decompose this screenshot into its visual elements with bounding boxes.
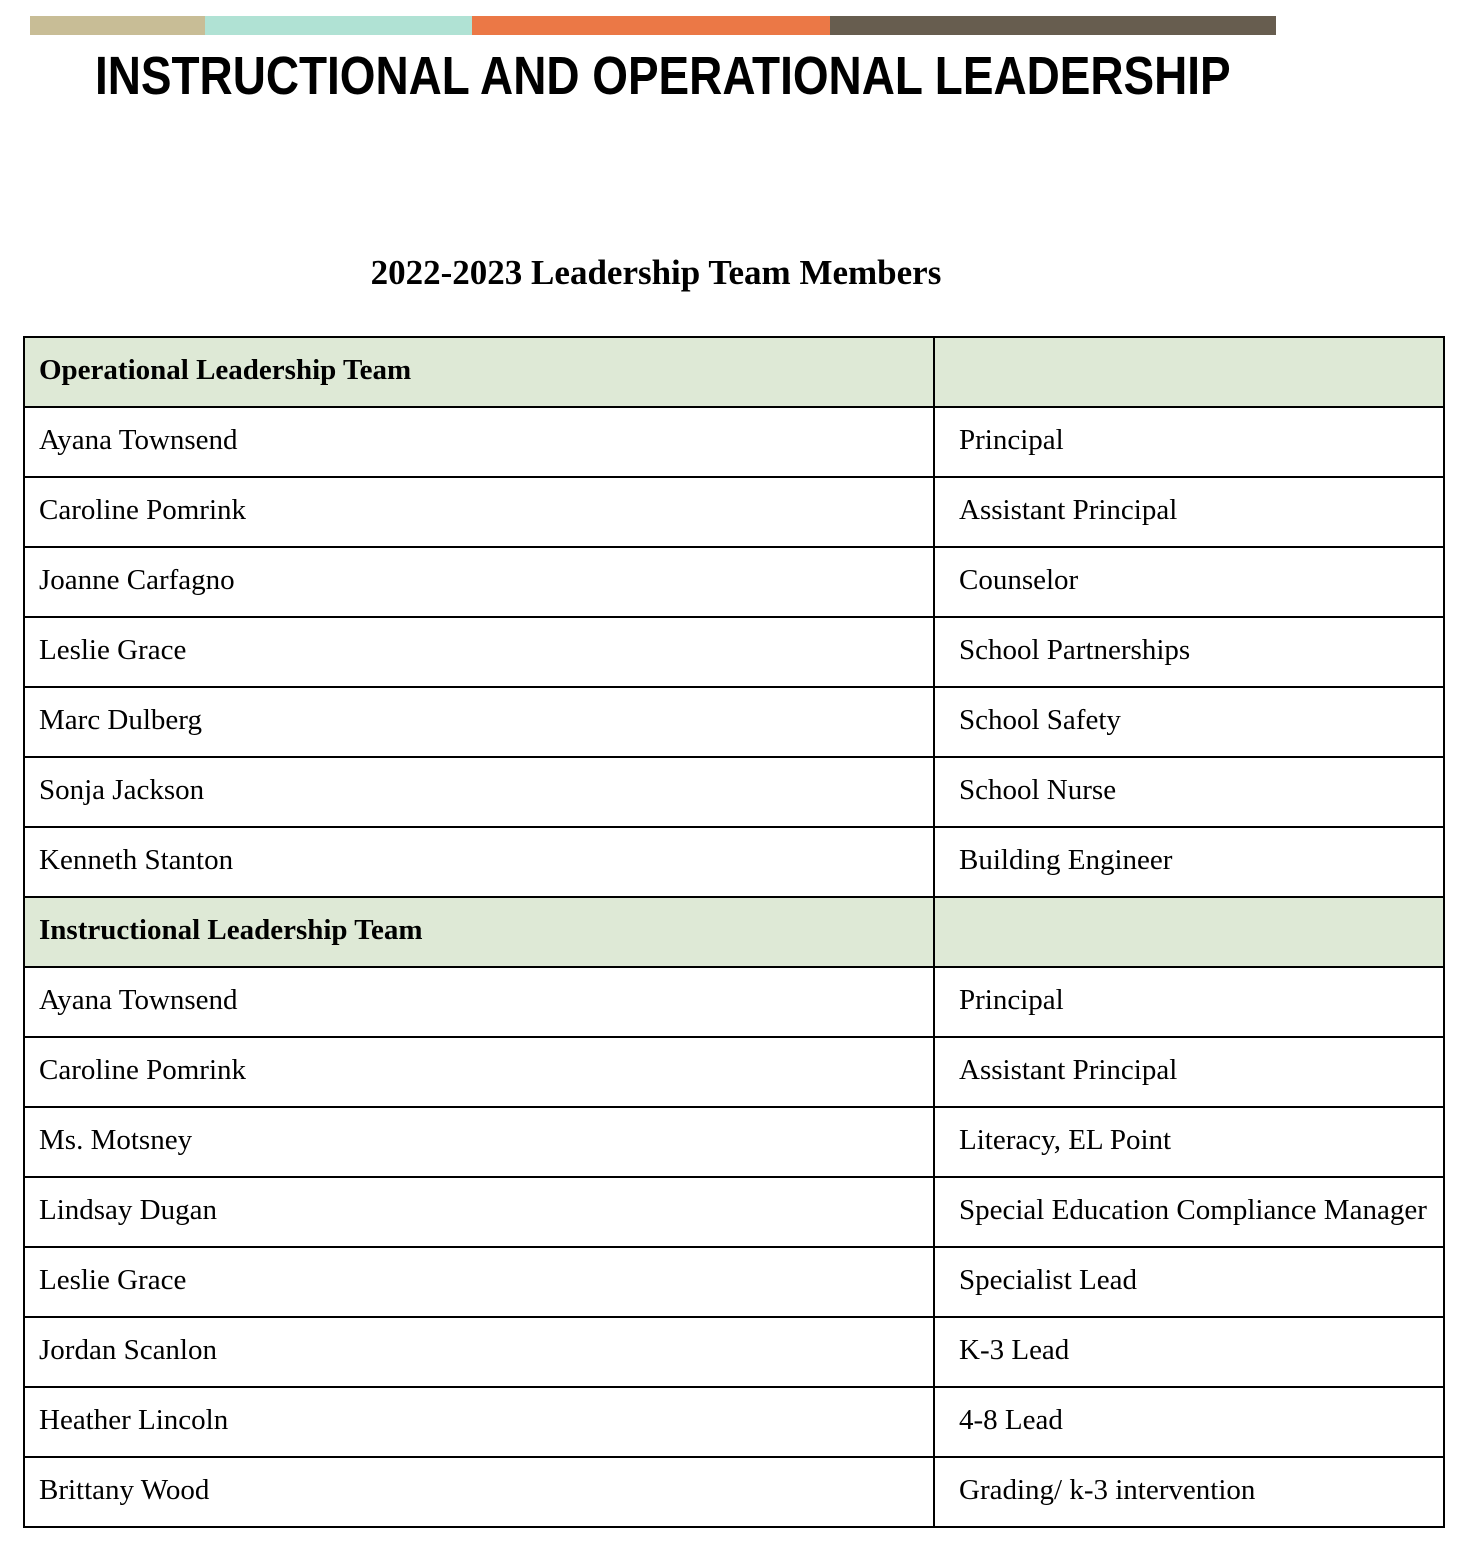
member-name-cell: Marc Dulberg (24, 687, 934, 757)
page-title: INSTRUCTIONAL AND OPERATIONAL LEADERSHIP (95, 46, 1231, 106)
table-row (24, 407, 1444, 477)
section-header-empty-cell (934, 897, 1444, 967)
table-row (24, 547, 1444, 617)
section-header-instructional: Instructional Leadership Team (24, 897, 934, 967)
table-row (24, 477, 1444, 547)
member-name-cell: Leslie Grace (24, 1247, 934, 1317)
member-name-cell: Jordan Scanlon (24, 1317, 934, 1387)
member-name-cell: Caroline Pomrink (24, 477, 934, 547)
table-row (24, 757, 1444, 827)
table-row (24, 687, 1444, 757)
stripe-segment-orange (472, 16, 830, 35)
table-row (24, 1177, 1444, 1247)
section-header-operational: Operational Leadership Team (24, 337, 934, 407)
member-role-cell: Principal (934, 967, 1444, 1037)
section-header-empty-cell (934, 337, 1444, 407)
member-name-cell: Sonja Jackson (24, 757, 934, 827)
leadership-team-table (23, 336, 1445, 1528)
table-row (24, 1387, 1444, 1457)
section-header-row (24, 337, 1444, 407)
table-row (24, 827, 1444, 897)
table-caption: 2022-2023 Leadership Team Members (370, 253, 942, 292)
member-role-cell: 4-8 Lead (934, 1387, 1444, 1457)
decorative-top-stripe (30, 16, 1276, 35)
member-role-cell: Building Engineer (934, 827, 1444, 897)
member-role-cell: Grading/ k-3 intervention (934, 1457, 1444, 1527)
member-role-cell: K-3 Lead (934, 1317, 1444, 1387)
member-role-cell: Special Education Compliance Manager (934, 1177, 1444, 1247)
table-row (24, 1247, 1444, 1317)
member-name-cell: Leslie Grace (24, 617, 934, 687)
member-role-cell: Counselor (934, 547, 1444, 617)
table-row (24, 967, 1444, 1037)
stripe-segment-brown (830, 16, 1276, 35)
member-role-cell: Principal (934, 407, 1444, 477)
member-role-cell: School Safety (934, 687, 1444, 757)
member-name-cell: Ayana Townsend (24, 967, 934, 1037)
member-role-cell: Literacy, EL Point (934, 1107, 1444, 1177)
table-row (24, 1317, 1444, 1387)
member-name-cell: Lindsay Dugan (24, 1177, 934, 1247)
member-name-cell: Ayana Townsend (24, 407, 934, 477)
member-name-cell: Ms. Motsney (24, 1107, 934, 1177)
table-row (24, 1107, 1444, 1177)
member-name-cell: Heather Lincoln (24, 1387, 934, 1457)
member-role-cell: Specialist Lead (934, 1247, 1444, 1317)
table-row (24, 617, 1444, 687)
member-name-cell: Joanne Carfagno (24, 547, 934, 617)
stripe-segment-tan (30, 16, 205, 35)
stripe-segment-mint (205, 16, 472, 35)
member-role-cell: School Partnerships (934, 617, 1444, 687)
table-row (24, 1037, 1444, 1107)
section-header-row (24, 897, 1444, 967)
member-name-cell: Caroline Pomrink (24, 1037, 934, 1107)
member-role-cell: Assistant Principal (934, 477, 1444, 547)
member-role-cell: School Nurse (934, 757, 1444, 827)
member-name-cell: Kenneth Stanton (24, 827, 934, 897)
member-role-cell: Assistant Principal (934, 1037, 1444, 1107)
member-name-cell: Brittany Wood (24, 1457, 934, 1527)
table-row (24, 1457, 1444, 1527)
